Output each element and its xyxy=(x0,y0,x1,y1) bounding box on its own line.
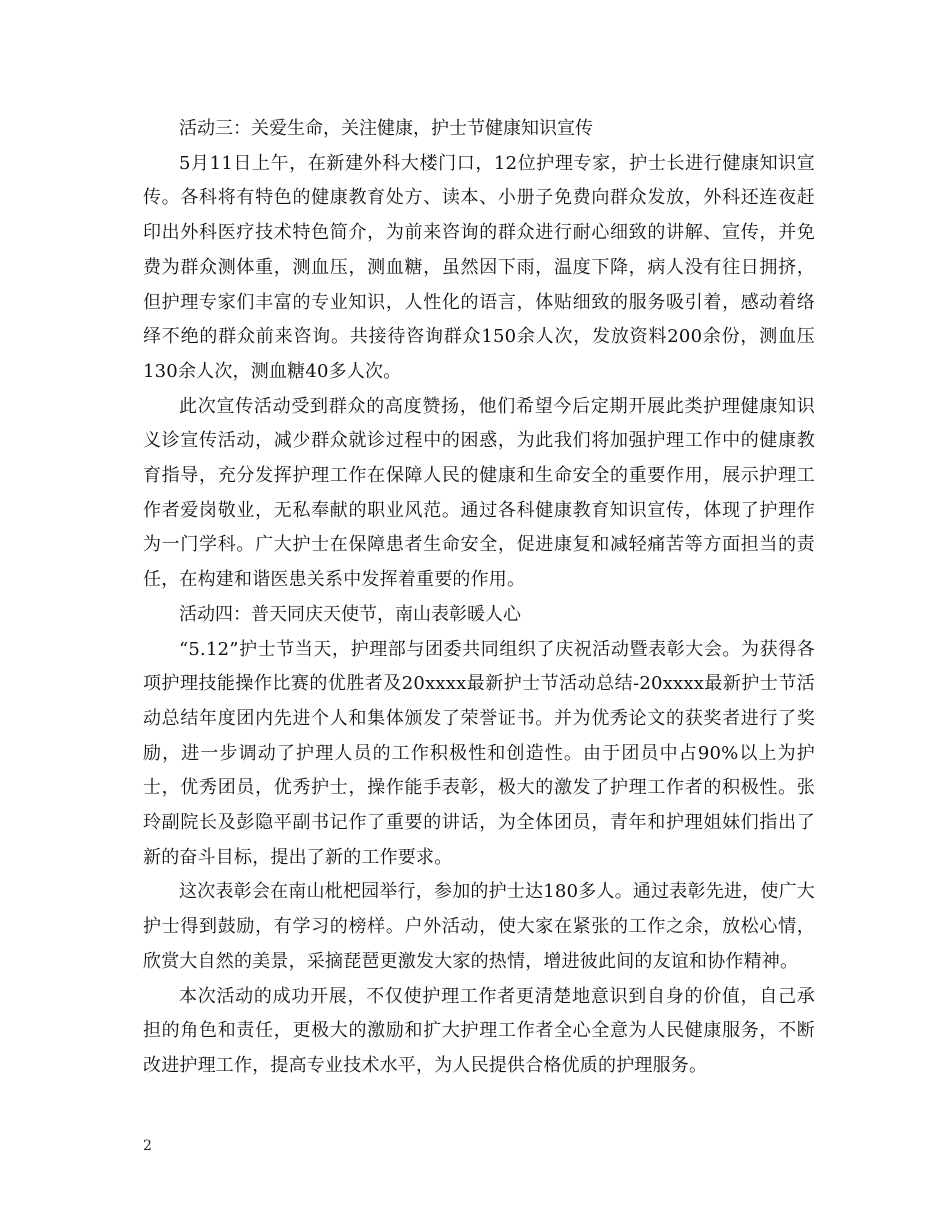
section-heading-activity-3: 活动三：关爱生命，关注健康，护士节健康知识宣传 xyxy=(179,118,593,139)
paragraph: 5月11日上午，在新建外科大楼门口，12位护理专家，护士长进行健康知识宣传。各科将有特色的健康教育处方、读本、小册子免费向群众发放，外科还连夜赶印出外科医疗技术特色简介，为前来咨询的群众进行耐心细致的讲解、宣传，并免费为群众测体重，测血压，测血糖，虽然因下雨，温度下降，病人没有往日拥挤，但护理专家们丰富的专业知识，人性化的语言，体贴细致的服务吸引着，感动着络绎不绝的群众前来咨询。共接待咨询群众150余人次，发放资料200余份，测血压130余人次，测血糖40多人次。 xyxy=(143,152,815,382)
paragraph: 本次活动的成功开展，不仅使护理工作者更清楚地意识到自身的价值，自己承担的角色和责任，更极大的激励和扩大护理工作者全心全意为人民健康服务，不断改进护理工作，提高专业技术水平，为人民提供合格优质的护理服务。 xyxy=(143,985,815,1076)
page-number: 2 xyxy=(143,1138,152,1154)
paragraph: 这次表彰会在南山枇杷园举行，参加的护士达180多人。通过表彰先进，使广大护士得到鼓励，有学习的榜样。户外活动，使大家在紧张的工作之余，放松心情，欣赏大自然的美景，采摘琵琶更激发大家的热情，增进彼此间的友谊和协作精神。 xyxy=(143,881,815,972)
document-body xyxy=(143,112,815,1084)
section-heading-activity-4: 活动四：普天同庆天使节，南山表彰暖人心 xyxy=(179,603,521,625)
paragraph: “5.12”护士节当天，护理部与团委共同组织了庆祝活动暨表彰大会。为获得各项护理技能操作比赛的优胜者及20xxxx最新护士节活动总结-20xxxx最新护士节活动总结年度团内先进个人和集体颁发了荣誉证书。并为优秀论文的获奖者进行了奖励，进一步调动了护理人员的工作积极性和创造性。由于团员中占90%以上为护士，优秀团员，优秀护士，操作能手表彰，极大的激发了护理工作者的积极性。张玲副院长及彭隐平副书记作了重要的讲话，为全体团员，青年和护理姐妹们指出了新的奋斗目标，提出了新的工作要求。 xyxy=(143,638,815,868)
paragraph: 此次宣传活动受到群众的高度赞扬，他们希望今后定期开展此类护理健康知识义诊宣传活动，减少群众就诊过程中的困惑，为此我们将加强护理工作中的健康教育指导，充分发挥护理工作在保障人民的健康和生命安全的重要作用，展示护理工作者爱岗敬业，无私奉献的职业风范。通过各科健康教育知识宣传，体现了护理作为一门学科。广大护士在保障患者生命安全，促进康复和减轻痛苦等方面担当的责任，在构建和谐医患关系中发挥着重要的作用。 xyxy=(143,395,815,591)
